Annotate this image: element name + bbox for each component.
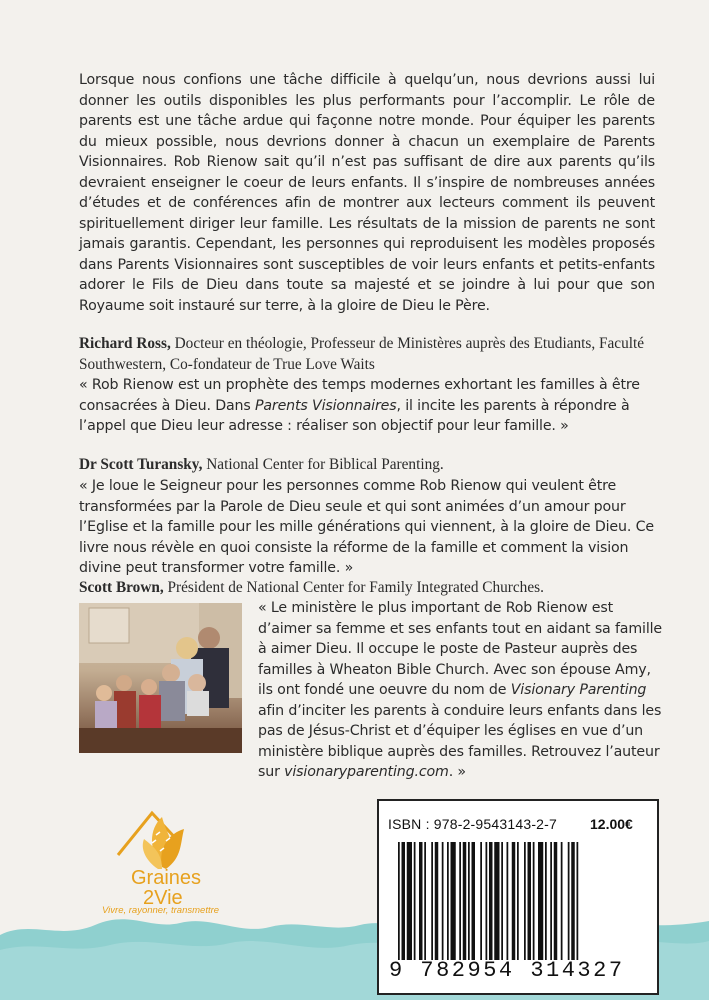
endorser-name: Richard Ross, xyxy=(79,335,171,352)
quote-scott-turansky: « Je loue le Seigneur pour les personnes comme Rob Rienow qui veulent être transformées par la Parole de Dieu seule et qui sont animées d’un amour pour l’Eglise et la famille pour les mille générations qui viennent, à la gloire de Dieu. Ce livre nous révèle en quoi consiste la réforme de la famille et comment la vision divine peut transformer votre famille. » xyxy=(79,478,654,576)
publisher-name-accent: 2Vie xyxy=(143,887,183,909)
publisher-name xyxy=(131,868,201,908)
isbn-label: ISBN : 978-2-9543143-2-7 xyxy=(388,816,558,832)
barcode xyxy=(398,842,648,960)
book-title: Parents Visionnaires xyxy=(254,397,397,414)
family-photo-illustration xyxy=(79,603,242,753)
endorser-richard-ross xyxy=(79,334,655,375)
quote-text: afin d’inciter les parents à conduire leurs enfants dans les pas de Jésus-Christ et d’équiper les églises en vue d’un ministère biblique auprès des familles. Retrouvez l’auteur sur xyxy=(258,702,662,780)
quote-text: , il incite les parents à répondre à l’appel que Dieu leur adresse : réaliser son objectif pour leur famille. » xyxy=(79,397,630,434)
endorser-name: Dr Scott Turansky, xyxy=(79,456,203,473)
ministry-name: Visionary Parenting xyxy=(510,682,647,698)
publisher-tagline: Vivre, rayonner, transmettre xyxy=(102,905,220,916)
quote-richard-ross xyxy=(79,375,655,437)
quote-text: « Le ministère le plus important de Rob Rienow est d’aimer sa femme et ses enfants tout en aidant sa famille à aimer Dieu. Il occupe le poste de Pasteur auprès des familles à Wheaton Bible Church. Avec son épouse Amy, ils ont fondé une oeuvre du nom de xyxy=(258,600,662,698)
quote-text: « Rob Rienow est un prophète des temps modernes exhortant les familles à être consacrées à Dieu. Dans xyxy=(79,377,640,414)
endorser-scott-brown xyxy=(79,578,655,599)
endorser-scott-turansky xyxy=(79,455,655,476)
endorser-name: Scott Brown, xyxy=(79,579,164,596)
endorser-title: Docteur en théologie, Professeur de Ministères auprès des Etudiants, Faculté Southwestern, Co-fondateur de True Love Waits xyxy=(79,335,645,373)
barcode-digits: 9 782954 314327 xyxy=(389,958,625,983)
publisher-name-main: Graines xyxy=(131,867,202,889)
endorser-title: Président de National Center for Family Integrated Churches. xyxy=(163,579,544,596)
price-label: 12.00€ xyxy=(590,816,633,832)
quote-scott-brown xyxy=(258,598,668,783)
endorser-title: National Center for Biblical Parenting. xyxy=(202,456,444,473)
quote-text: . » xyxy=(448,764,466,780)
intro-paragraph: Lorsque nous confions une tâche difficile à quelqu’un, nous devrions aussi lui donner les outils disponibles les plus performants pour l’accomplir. Le rôle de parents est une tâche ardue qui façonne notre monde. Pour équiper les parents du mieux possible, nous devrions donner à chacun un exemplaire de Parents Visionnaires. Rob Rienow sait qu’il n’est pas suffisant de dire aux parents qu’ils devraient enseigner le coeur de leurs enfants. Il s’inspire de nombreuses années d’études et de conférences afin de montrer aux lecteurs comment ils peuvent spirituellement diriger leur famille. Les résultats de la mission de parents ne sont jamais garantis. Cependant, les personnes qui reproduisent les modèles proposés dans Parents Visionnaires sont susceptibles de voir leurs enfants et petits-enfants adorer le Fils de Dieu dans toute sa majesté et se joindre à lui pour que son Royaume soit instauré sur terre, à la gloire de Dieu le Père. xyxy=(79,72,655,314)
website-link-text: visionaryparenting.com xyxy=(284,764,449,780)
author-family-photo xyxy=(79,603,242,753)
